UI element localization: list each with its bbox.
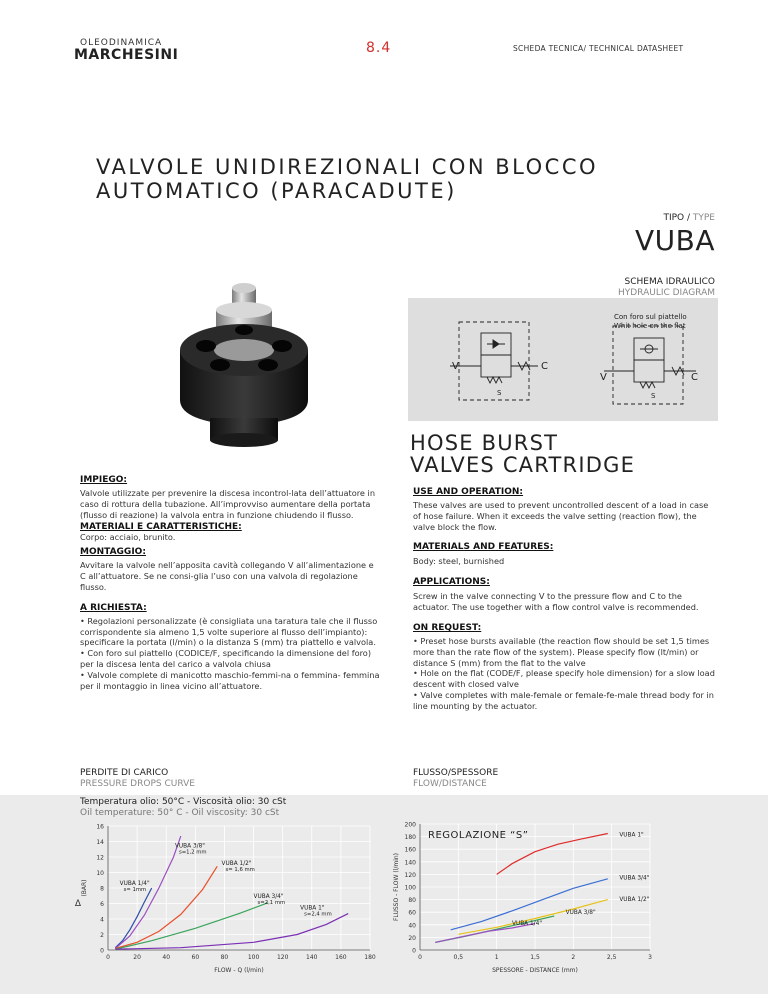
on-request-text-3: • Valve completes with male-female or female-fe-male thread body for in line mounting by the actuator. <box>413 690 714 711</box>
use-text: These valves are used to prevent uncontrolled descent of a load in case of hose failure. When it exceeds the valve setting (reaction flow), the valve block the flow. <box>413 500 709 532</box>
flow-distance-chart <box>393 822 652 975</box>
on-request-text-2: • Hole on the flat (CODE/F, please specify hole dimension) for a slow load descent with closed valve <box>413 668 715 690</box>
y-tick-label: 8 <box>100 885 104 893</box>
x-tick-label: 100 <box>247 954 260 961</box>
richiesta-text-3: • Valvole complete di manicotto maschio-femmi-na o femmina- femmina per il montaggio in linea vicino all’attuatore. <box>80 669 380 691</box>
temperature-en: Oil temperature: 50° C - Oil viscosity: 30 cSt <box>80 808 280 818</box>
x-axis-label: FLOW - Q (l/min) <box>214 967 264 974</box>
y-tick-label: 20 <box>408 934 416 942</box>
chart-title: REGOLAZIONE “S” <box>428 830 529 841</box>
y-axis-symbol: Δ <box>74 899 82 909</box>
port-c-left: C <box>541 361 548 372</box>
on-request-text-1: • Preset hose bursts available (the reaction flow should be set 1,5 times more than the rate flow of the system). Please specify flow (lt/min) or distance S (mm) from the flat to the valve <box>413 635 710 668</box>
perdite-heading-en: PRESSURE DROPS CURVE <box>80 779 195 789</box>
series-note: s=2,1 mm <box>257 900 286 907</box>
series-label: VUBA 1/2" <box>619 896 650 903</box>
on-request-heading: ON REQUEST: <box>413 622 482 633</box>
temperature-it: Temperatura olio: 50°C - Viscosità olio: 30 cSt <box>80 797 287 807</box>
use-heading: USE AND OPERATION: <box>413 487 524 497</box>
schema-label-en: HYDRAULIC DIAGRAM <box>617 288 715 298</box>
materiali-text: Corpo: acciaio, brunito. <box>80 532 176 543</box>
x-tick-label: 0 <box>418 954 422 961</box>
x-tick-label: 0,5 <box>453 954 464 961</box>
x-tick-label: 160 <box>335 954 347 961</box>
y-tick-label: 140 <box>404 859 416 867</box>
richiesta-heading: A RICHIESTA: <box>80 602 147 613</box>
series-label: VUBA 3/4" <box>619 875 650 882</box>
applications-heading: APPLICATIONS: <box>413 577 490 588</box>
series-label: VUBA 1" <box>619 832 644 839</box>
impiego-text: Valvole utilizzate per prevenire la discesa incontrol-lata dell’attuatore in caso di rottura della tubazione. All’improvviso aumentare della portata (flusso di reazione) la valvola entra in funzione chiudendo il flusso. <box>80 488 376 520</box>
series-label: VUBA 1" <box>300 905 325 912</box>
hole-note-en: Whit hole on the flat <box>614 321 686 330</box>
series-label: VUBA 3/8" <box>565 910 596 917</box>
type-label-it: TIPO / <box>663 213 691 223</box>
type-label-en: TYPE <box>690 213 715 223</box>
y-axis-label: FLUSSO - FLOW (l/min) <box>393 852 400 922</box>
y-tick-label: 180 <box>404 834 416 842</box>
richiesta-text-2: • Con foro sul piattello (CODICE/F, specificando la dimensione del foro) per la discesa lenta del carico a valvola chiusa <box>80 648 372 670</box>
port-c-right: C <box>691 372 698 383</box>
series-note: s=2,4 mm <box>304 911 332 918</box>
x-tick-label: 3 <box>648 954 652 961</box>
applications-text: Screw in the valve connecting V to the pressure flow and C to the actuator. The use together with a flow control valve is recommended. <box>413 591 699 613</box>
x-tick-label: 20 <box>133 954 141 961</box>
x-tick-label: 80 <box>220 954 229 961</box>
richiesta-text-1: • Regolazioni personalizzate (è consigliata una taratura tale che il flusso corrispondente sia almeno 1,5 volte superiore al flusso dell’impianto): specificare la portata (l/min) o la distanza S (mm) tra piattello e valvola. <box>80 615 378 648</box>
x-axis-label: SPESSORE - DISTANCE (mm) <box>492 967 578 974</box>
materials-text: Body: steel, burnished <box>413 556 505 567</box>
english-title-line2: VALVES CARTRIDGE <box>410 453 636 478</box>
spring-label-left: S <box>497 389 502 397</box>
series-label: VUBA 1/2" <box>221 860 252 867</box>
page-number: 8.4 <box>366 40 392 56</box>
y-tick-label: 4 <box>100 916 104 924</box>
y-tick-label: 14 <box>96 839 104 846</box>
series-label: VUBA 1/4" <box>512 920 542 927</box>
series-line <box>115 888 151 948</box>
y-tick-label: 60 <box>408 909 416 917</box>
y-tick-label: 16 <box>96 823 104 831</box>
y-tick-label: 0 <box>100 947 104 955</box>
page-title: VALVOLE UNIDIREZIONALI CON BLOCCO AUTOMATICO (PARACADUTE) <box>96 155 599 204</box>
y-tick-label: 80 <box>408 897 416 905</box>
series-line <box>458 900 608 935</box>
series-label: VUBA 3/8" <box>174 843 205 850</box>
perdite-heading-it: PERDITE DI CARICO <box>80 768 169 778</box>
x-tick-label: 0 <box>106 954 110 961</box>
x-tick-label: 1,5 <box>530 954 540 961</box>
model-name: VUBA <box>634 224 715 257</box>
materials-heading: MATERIALS AND FEATURES: <box>413 542 554 553</box>
schema-label-it: SCHEMA IDRAULICO <box>624 277 715 287</box>
x-tick-label: 40 <box>162 954 171 961</box>
series-label: VUBA 3/4" <box>253 894 284 901</box>
spring-label-right: S <box>651 392 656 400</box>
port-v-right: V <box>600 372 607 383</box>
montaggio-text: Avvitare la valvole nell’apposita cavità collegando V all’alimentazione e C all’attuatore. Se ne consi-glia l’uso con una valvola di regolazione flusso. <box>80 560 374 592</box>
y-tick-label: 10 <box>96 870 104 877</box>
impiego-heading: IMPIEGO: <box>80 475 128 485</box>
y-tick-label: 120 <box>404 871 416 879</box>
x-tick-label: 60 <box>191 954 200 961</box>
series-label: VUBA 1/4" <box>119 880 150 887</box>
sheet-title: SCHEDA TECNICA/ TECHNICAL DATASHEET <box>513 44 684 53</box>
port-v-left: V <box>452 361 459 372</box>
x-tick-label: 1 <box>494 954 499 961</box>
brand-logo: MARCHESINI <box>74 47 179 63</box>
brand-top: OLEODINAMICA <box>80 38 163 48</box>
series-note: s= 1,6 mm <box>225 866 255 873</box>
x-tick-label: 140 <box>306 954 318 961</box>
x-tick-label: 180 <box>364 954 376 961</box>
y-tick-label: 100 <box>404 884 416 892</box>
x-tick-label: 2 <box>571 954 576 961</box>
y-tick-label: 200 <box>404 821 416 829</box>
hole-note-it: Con foro sul piattello <box>614 313 687 321</box>
y-tick-label: 6 <box>100 901 104 908</box>
y-tick-label: 12 <box>96 854 104 862</box>
x-tick-label: 2,5 <box>606 954 617 961</box>
flusso-heading-en: FLOW/DISTANCE <box>413 779 487 789</box>
pressure-drop-chart <box>75 824 376 975</box>
materiali-heading: MATERIALI E CARATTERISTICHE: <box>80 522 242 533</box>
x-tick-label: 120 <box>276 954 289 961</box>
series-note: s= 1mm <box>123 886 147 893</box>
montaggio-heading: MONTAGGIO: <box>80 547 146 558</box>
y-axis-label: (BAR) <box>81 879 88 897</box>
y-tick-label: 160 <box>404 846 416 854</box>
flusso-heading-it: FLUSSO/SPESSORE <box>413 768 499 778</box>
y-tick-label: 0 <box>412 947 416 955</box>
series-note: s=1,2 mm <box>178 849 207 856</box>
english-title-line1: HOSE BURST <box>410 431 559 455</box>
y-tick-label: 2 <box>100 932 104 939</box>
y-tick-label: 40 <box>408 922 416 930</box>
